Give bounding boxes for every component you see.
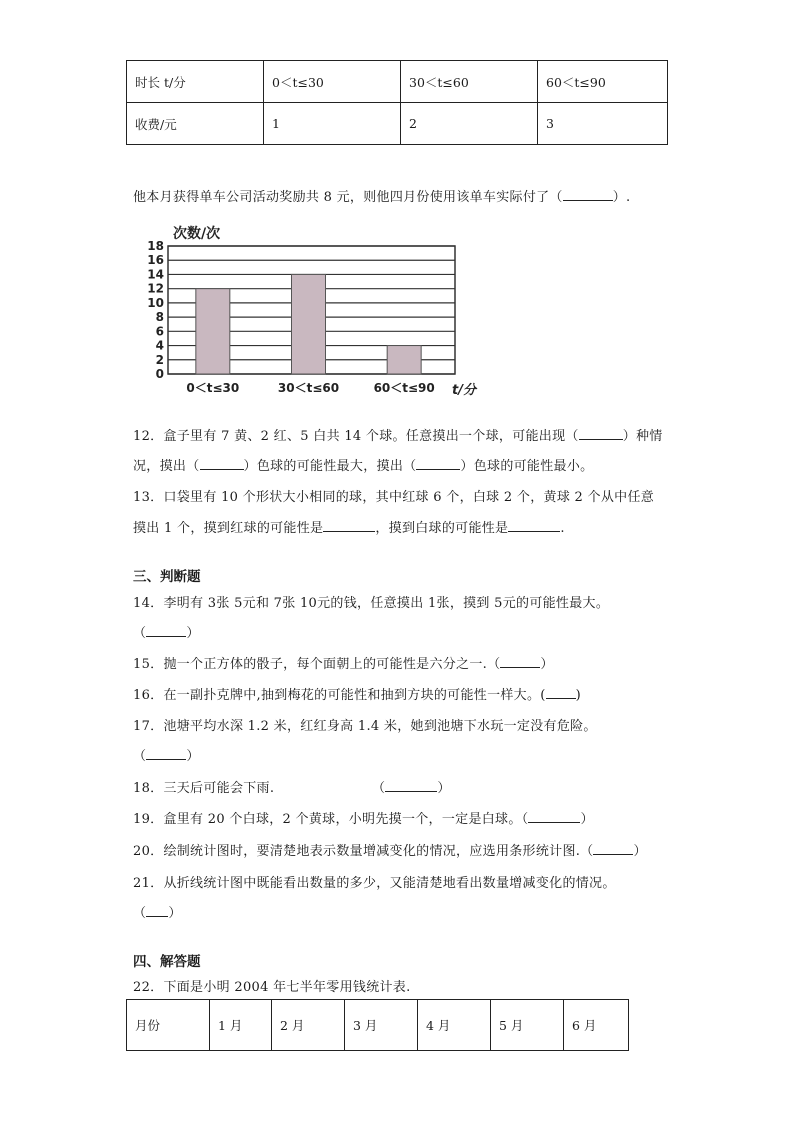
answer-blank[interactable] bbox=[508, 520, 560, 532]
y-tick-label: 2 bbox=[155, 352, 164, 367]
fee-table-cell: 收费/元 bbox=[127, 103, 264, 145]
q19-text bbox=[133, 808, 594, 827]
q13-line1 bbox=[133, 486, 654, 505]
q14-label: 14．李明有 3张 5元和 7张 10元的钱，任意摸出 1张，摸到 5元的可能性最大。 bbox=[133, 596, 610, 611]
fee-table bbox=[126, 60, 668, 145]
y-tick-label: 16 bbox=[147, 253, 164, 268]
q13-text: 13．口袋里有 10 个形状大小相同的球，其中红球 6 个，白球 2 个，黄球 2 个从中任意 bbox=[133, 490, 655, 505]
answer-blank[interactable] bbox=[385, 780, 437, 792]
bar bbox=[292, 274, 326, 374]
chart-bars bbox=[196, 274, 421, 374]
q17-label: 17．池塘平均水深 1.2 米，红红身高 1.4 米，她到池塘下水玩一定没有危险。 bbox=[133, 719, 597, 734]
q22-label: 22．下面是小明 2004 年七半年零用钱统计表. bbox=[133, 980, 411, 995]
fee-table-cell: 3 bbox=[538, 103, 668, 145]
q21-answer bbox=[133, 902, 182, 921]
paren: ） bbox=[186, 749, 200, 764]
paren: ） bbox=[633, 844, 647, 859]
chart-ylabel: 次数/次 bbox=[173, 226, 221, 242]
section-title-solve: 四、解答题 bbox=[133, 954, 201, 970]
answer-blank[interactable] bbox=[146, 905, 168, 917]
q17-answer bbox=[133, 745, 200, 764]
q13-line2 bbox=[133, 517, 565, 536]
q15-label: 15．抛一个正方体的骰子，每个面朝上的可能性是六分之一.（ bbox=[133, 657, 501, 672]
y-tick-labels bbox=[147, 239, 164, 381]
q11-text-b: ）. bbox=[612, 190, 631, 205]
bar bbox=[196, 289, 230, 374]
q12-text: ）色球的可能性最小。 bbox=[460, 459, 594, 474]
y-tick-label: 10 bbox=[147, 295, 164, 310]
q12-line2 bbox=[133, 455, 593, 474]
q18-answer bbox=[372, 777, 451, 796]
q18-text bbox=[133, 777, 274, 796]
bar bbox=[387, 346, 421, 374]
fee-table-header-cell: 30＜t≤60 bbox=[401, 61, 538, 103]
q16-label: 16．在一副扑克牌中,抽到梅花的可能性和抽到方块的可能性一样大。( bbox=[133, 688, 546, 703]
answer-blank[interactable] bbox=[200, 458, 244, 470]
y-tick-label: 4 bbox=[155, 338, 164, 353]
paren: ) bbox=[575, 688, 582, 703]
month-table-cell: 4 月 bbox=[418, 1000, 491, 1051]
q14-answer bbox=[133, 622, 200, 641]
q11-text-a: 他本月获得单车公司活动奖励共 8 元，则他四月份使用该单车实际付了（ bbox=[133, 190, 563, 205]
answer-blank[interactable] bbox=[146, 625, 186, 637]
paren: ） bbox=[437, 781, 451, 796]
month-table bbox=[126, 999, 629, 1051]
q19-label: 19．盒里有 20 个白球，2 个黄球，小明先摸一个，一定是白球。（ bbox=[133, 812, 529, 827]
x-tick-label: 60＜t≤90 bbox=[373, 381, 435, 395]
fee-table-header-cell: 时长 t/分 bbox=[127, 61, 264, 103]
chart-xlabel: t/分 bbox=[452, 383, 476, 398]
q17-text bbox=[133, 715, 597, 734]
answer-blank[interactable] bbox=[416, 458, 460, 470]
q12-text: 12．盒子里有 7 黄、2 红、5 白共 14 个球。任意摸出一个球，可能出现（ bbox=[133, 429, 579, 444]
bar-chart bbox=[140, 220, 490, 410]
q13-text: ，摸到白球的可能性是 bbox=[375, 521, 509, 536]
month-table-cell: 2 月 bbox=[272, 1000, 345, 1051]
answer-blank[interactable] bbox=[563, 189, 613, 201]
x-tick-label: 0＜t≤30 bbox=[186, 381, 240, 395]
paren: （ bbox=[133, 626, 147, 641]
q15-text bbox=[133, 653, 554, 672]
month-table-cell: 6 月 bbox=[564, 1000, 629, 1051]
answer-blank[interactable] bbox=[593, 843, 633, 855]
answer-blank[interactable] bbox=[528, 811, 580, 823]
answer-blank[interactable] bbox=[323, 520, 375, 532]
q21-label: 21．从折线统计图中既能看出数量的多少，又能清楚地看出数量增减变化的情况。 bbox=[133, 876, 616, 891]
q20-text bbox=[133, 840, 647, 859]
x-tick-labels bbox=[186, 381, 434, 395]
fee-table-cell: 1 bbox=[264, 103, 401, 145]
q13-text: . bbox=[560, 521, 565, 536]
paren: （ bbox=[133, 749, 147, 764]
q13-text: 摸出 1 个，摸到红球的可能性是 bbox=[133, 521, 324, 536]
paren: ） bbox=[168, 906, 182, 921]
paren: （ bbox=[133, 906, 147, 921]
y-tick-label: 12 bbox=[147, 281, 164, 296]
q16-text bbox=[133, 684, 581, 703]
answer-blank[interactable] bbox=[500, 656, 540, 668]
fee-table-header-cell: 0＜t≤30 bbox=[264, 61, 401, 103]
paren: （ bbox=[372, 781, 386, 796]
month-table-cell: 1 月 bbox=[210, 1000, 272, 1051]
q22-text bbox=[133, 976, 411, 995]
q12-line1 bbox=[133, 425, 663, 444]
section-title-judge: 三、判断题 bbox=[133, 569, 201, 585]
answer-blank[interactable] bbox=[146, 748, 186, 760]
q12-text: ）种情 bbox=[622, 429, 663, 444]
q20-label: 20．绘制统计图时，要清楚地表示数量增减变化的情况，应选用条形统计图.（ bbox=[133, 844, 594, 859]
fee-table-header-cell: 60＜t≤90 bbox=[538, 61, 668, 103]
q12-text: ）色球的可能性最大，摸出（ bbox=[243, 459, 417, 474]
y-tick-label: 14 bbox=[147, 267, 164, 282]
month-table-cell: 3 月 bbox=[345, 1000, 418, 1051]
y-tick-label: 0 bbox=[155, 367, 164, 381]
y-tick-label: 18 bbox=[147, 239, 164, 253]
q12-text: 况，摸出（ bbox=[133, 459, 200, 474]
paren: ） bbox=[186, 626, 200, 641]
paren: ） bbox=[580, 812, 594, 827]
q21-text bbox=[133, 872, 616, 891]
y-tick-label: 6 bbox=[155, 324, 164, 339]
q11-text bbox=[133, 186, 630, 205]
q18-label: 18．三天后可能会下雨. bbox=[133, 781, 275, 796]
paren: ） bbox=[540, 657, 554, 672]
answer-blank[interactable] bbox=[546, 687, 576, 699]
y-tick-label: 8 bbox=[155, 310, 164, 325]
q14-text bbox=[133, 592, 609, 611]
month-table-cell: 5 月 bbox=[491, 1000, 564, 1051]
x-tick-label: 30＜t≤60 bbox=[277, 381, 340, 395]
answer-blank[interactable] bbox=[579, 428, 623, 440]
fee-table-cell: 2 bbox=[401, 103, 538, 145]
month-table-cell: 月份 bbox=[127, 1000, 210, 1051]
